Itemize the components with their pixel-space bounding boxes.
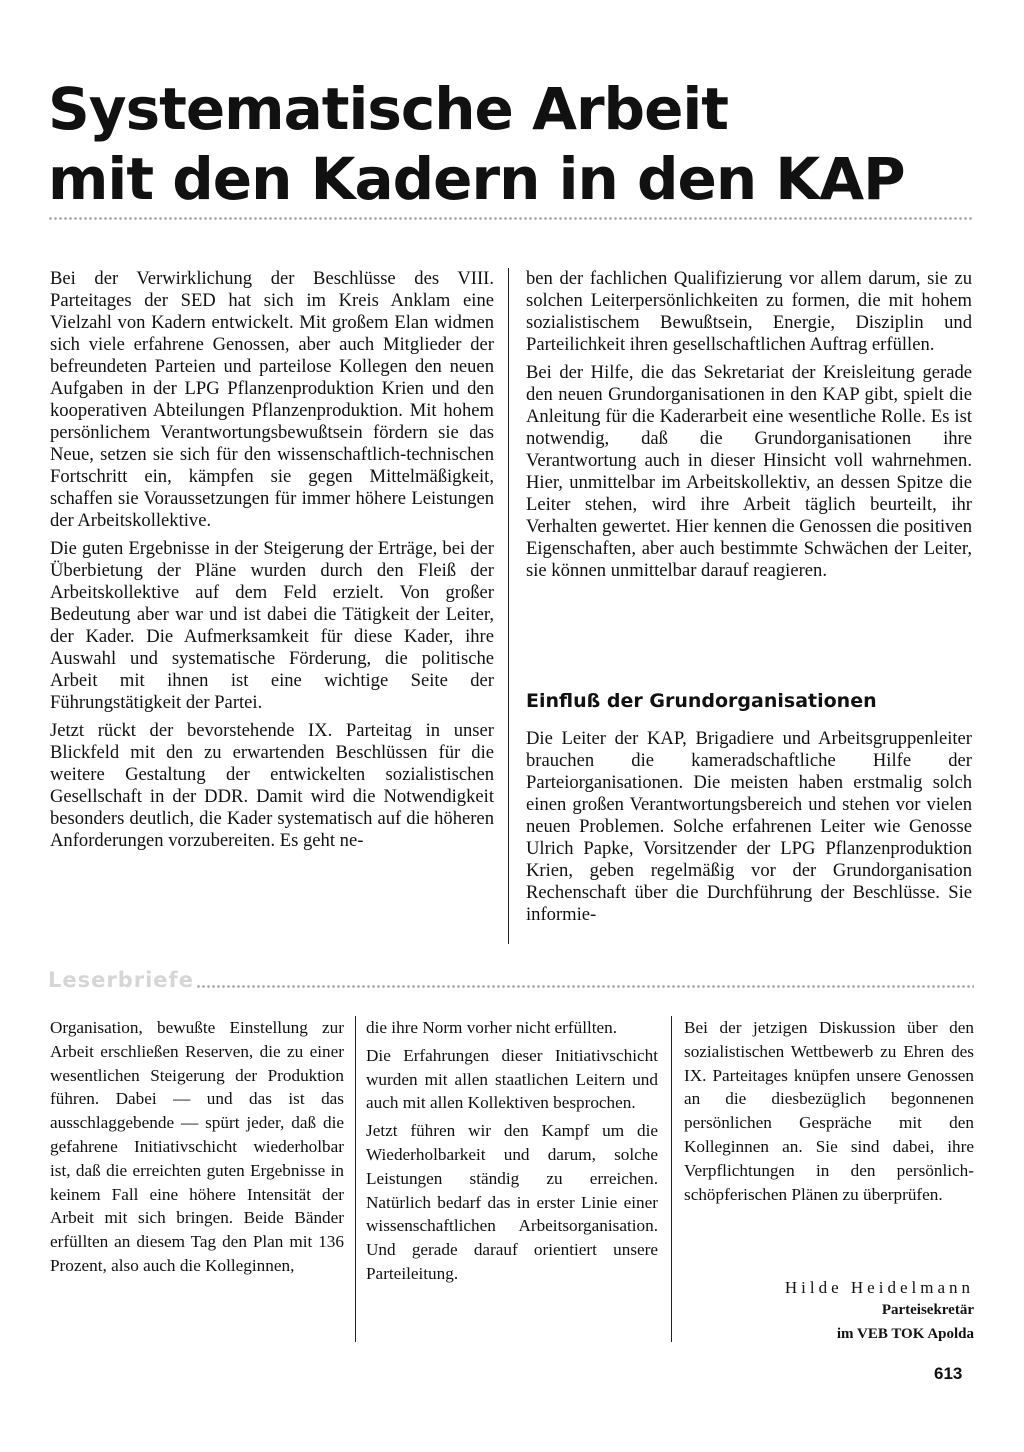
title-divider xyxy=(48,216,974,222)
paragraph: Bei der jetzigen Diskussion über den sozialistischen Wettbewerb zu Ehren des IX. Parteitages knüpfen unsere Genossen an die diesbezüglich begonnenen persönlichen Gespräche mit den Kolleginnen an. Sie sind dabei, ihre Verpflichtungen in den persönlich-schöpferischen Plänen zu überprüfen. xyxy=(684,1018,974,1204)
signature-name: Hilde Heidelmann xyxy=(784,1278,974,1297)
article-title xyxy=(48,74,948,214)
column-divider xyxy=(508,268,509,944)
section-subheading: Einfluß der Grundorganisationen xyxy=(526,690,877,712)
letters-column-1 xyxy=(50,1016,344,1282)
signature-org: im VEB TOK Apolda xyxy=(836,1326,974,1342)
page-number: 613 xyxy=(934,1364,963,1383)
paragraph: die ihre Norm vorher nicht erfüllten. xyxy=(366,1018,618,1037)
article-column-1 xyxy=(50,268,494,858)
paragraph: ben der fachlichen Qualifizierung vor allem darum, sie zu solchen Leiterpersönlichkeiten zu formen, die mit hohem sozialistischem Bewußtsein, Energie, Disziplin und Parteilichkeit ihren gesellschaftlichen Auftrag erfüllen. xyxy=(526,268,972,355)
paragraph: Die Leiter der KAP, Brigadiere und Arbeitsgruppenleiter brauchen die kameradschaftliche Hilfe der Parteiorganisationen. Die meisten haben erstmalig solch einen großen Verantwortungsbereich und stehen vor vielen neuen Problemen. Solche erfahrenen Leiter wie Genosse Ulrich Papke, Vorsitzender der LPG Pflanzenproduktion Krien, geben regelmäßig vor der Grundorganisation Rechenschaft über die Durchführung der Beschlüsse. Sie informie- xyxy=(526,728,972,925)
paragraph: Die Erfahrungen dieser Initiativschicht wurden mit allen staatlichen Leitern und auch mit allen Kollektiven besprochen. xyxy=(366,1045,658,1113)
paragraph: Bei der Verwirklichung der Beschlüsse des VIII. Parteitages der SED hat sich im Kreis Anklam eine Vielzahl von Kadern entwickelt. Mit großem Elan widmen sich viele erfahrene Genossen, aber auch Mitglieder der befreundeten Parteien und parteilose Kollegen den neuen Aufgaben in der LPG Pflanzenproduktion Krien und den kooperativen Abteilungen Pflanzenproduktion. Mit hohem persönlichem Verantwortungsbewußtsein fördern sie das Neue, setzen sie sich für den wissenschaftlich-technischen Fortschritt ein, kämpfen sie gegen Mittelmäßigkeit, schaffen sie Voraussetzungen für immer höhere Leistungen der Arbeitskollektive. xyxy=(50,268,494,531)
paragraph: Jetzt führen wir den Kampf um die Wiederholbarkeit und darum, solche Leistungen ständig zu erreichen. Natürlich bedarf das in erster Linie einer wissenschaftlichen Arbeitsorganisation. Und gerade darauf orientiert unsere Parteileitung. xyxy=(366,1121,658,1283)
column-divider xyxy=(355,1016,356,1342)
signature-block xyxy=(684,1278,974,1346)
article-column-2b xyxy=(526,728,972,932)
paragraph: Jetzt rückt der bevorstehende IX. Parteitag in unser Blickfeld mit den zu erwartenden Beschlüssen für die weitere Gestaltung der entwickelten sozialistischen Gesellschaft in der DDR. Damit wird die Notwendigkeit besonders deutlich, die Kader systematisch auf die höheren Anforderungen vorzubereiten. Es geht ne- xyxy=(50,720,494,851)
paragraph: Bei der Hilfe, die das Sekretariat der Kreisleitung gerade den neuen Grundorganisationen in den KAP gibt, spielt die Anleitung für die Kaderarbeit eine wesentliche Rolle. Es ist notwendig, daß die Grundorganisationen ihre Verantwortung auch in dieser Hinsicht voll wahrnehmen. Hier, unmittelbar im Arbeitskollektiv, an dessen Spitze die Leiter stehen, wird ihre Arbeit täglich beurteilt, ihr Verhalten gewertet. Hier kennen die Genossen die positiven Eigenschaften, aber auch bestimmte Schwächen der Leiter, sie können unmittelbar darauf reagieren. xyxy=(526,362,972,581)
title-line-1: Systematische Arbeit xyxy=(48,75,729,143)
title-line-2: mit den Kadern in den KAP xyxy=(48,145,905,213)
paragraph: Organisation, bewußte Einstellung zur Arbeit erschließen Reserven, die zu einer wesentlichen Steigerung der Produktion führen. Dabei — und das ist das ausschlaggebende — spürt jeder, daß die gefahrene Initiativschicht wiederholbar ist, daß die erreichten guten Ergebnisse in keinem Fall eine höhere Intensität der Arbeit mit sich bringen. Beide Bänder erfüllten an diesem Tag den Plan mit 136 Prozent, also auch die Kolleginnen, xyxy=(50,1018,344,1275)
section-label: Leserbriefe xyxy=(48,968,194,992)
article-column-2 xyxy=(526,268,972,588)
letters-column-3 xyxy=(684,1016,974,1210)
section-divider xyxy=(196,984,974,990)
signature-role: Parteisekretär xyxy=(881,1302,974,1318)
column-divider xyxy=(671,1016,672,1342)
letters-column-2 xyxy=(366,1016,658,1290)
paragraph: Die guten Ergebnisse in der Steigerung der Erträge, bei der Überbietung der Pläne wurden durch den Fleiß der Arbeitskollektive auf dem Feld erzielt. Von großer Bedeutung aber war und ist dabei die Tätigkeit der Leiter, der Kader. Die Aufmerksamkeit für diese Kader, ihre Auswahl und systematische Förderung, die politische Arbeit mit ihnen ist eine wichtige Seite der Führungstätigkeit der Partei. xyxy=(50,538,494,713)
